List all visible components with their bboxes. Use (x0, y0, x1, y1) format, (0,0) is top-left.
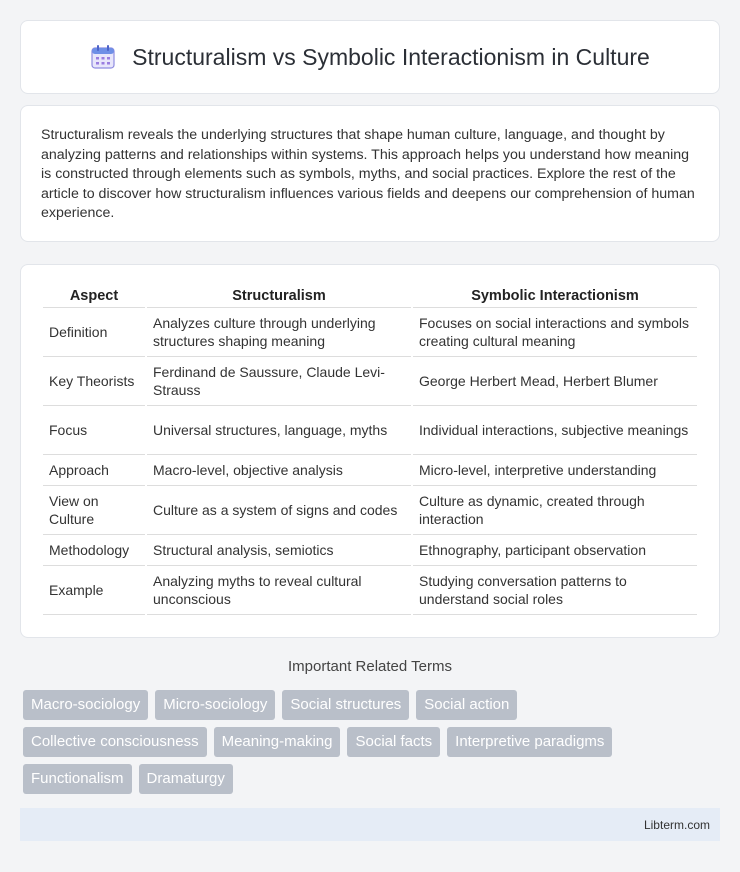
intro-card (20, 105, 720, 242)
cell-structuralism: Analyzing myths to reveal cultural unconscious (147, 566, 411, 615)
cell-structuralism: Universal structures, language, myths (147, 406, 411, 455)
related-terms-title: Important Related Terms (288, 658, 452, 675)
cell-aspect: Key Theorists (43, 357, 145, 406)
cell-aspect: Approach (43, 455, 145, 486)
comparison-table-card (20, 264, 720, 638)
title-card (20, 20, 720, 94)
footer-site-link[interactable]: Libterm.com (643, 817, 710, 832)
footer (20, 808, 720, 841)
table-row (43, 455, 697, 486)
intro-paragraph: Structuralism reveals the underlying structures that shape human culture, language, and thought by analyzing patterns and relationships within systems. This approach helps you understand how meaning is constructed through elements such as symbols, myths, and social practices. Explore the rest of the article to discover how structuralism influences various fields and deepens our comprehension of human experience. (41, 127, 695, 221)
comparison-table (41, 287, 699, 615)
table-header-row (43, 287, 697, 308)
header-aspect: Aspect (43, 287, 145, 308)
tag-macro-sociology[interactable]: Macro-sociology (23, 690, 148, 720)
cell-symbolic: George Herbert Mead, Herbert Blumer (413, 357, 697, 406)
table-row (43, 566, 697, 615)
calendar-icon (90, 44, 116, 70)
cell-aspect: Example (43, 566, 145, 615)
cell-structuralism: Analyzes culture through underlying structures shaping meaning (147, 308, 411, 357)
cell-structuralism: Ferdinand de Saussure, Claude Levi-Strauss (147, 357, 411, 406)
cell-aspect: Methodology (43, 535, 145, 566)
tag-social-structures[interactable]: Social structures (282, 690, 409, 720)
tag-social-action[interactable]: Social action (416, 690, 517, 720)
table-row (43, 406, 697, 455)
tag-collective-consciousness[interactable]: Collective consciousness (23, 727, 207, 757)
cell-structuralism: Structural analysis, semiotics (147, 535, 411, 566)
header-structuralism: Structuralism (147, 287, 411, 308)
table-row (43, 486, 697, 535)
cell-aspect: Focus (43, 406, 145, 455)
cell-aspect: View on Culture (43, 486, 145, 535)
cell-aspect: Definition (43, 308, 145, 357)
tag-micro-sociology[interactable]: Micro-sociology (155, 690, 275, 720)
tag-functionalism[interactable]: Functionalism (23, 764, 132, 794)
tag-meaning-making[interactable]: Meaning-making (214, 727, 341, 757)
tag-dramaturgy[interactable]: Dramaturgy (139, 764, 233, 794)
cell-symbolic: Ethnography, participant observation (413, 535, 697, 566)
tag-social-facts[interactable]: Social facts (347, 727, 440, 757)
cell-symbolic: Culture as dynamic, created through interaction (413, 486, 697, 535)
cell-structuralism: Macro-level, objective analysis (147, 455, 411, 486)
table-row (43, 535, 697, 566)
table-row (43, 308, 697, 357)
table-row (43, 357, 697, 406)
header-symbolic-interactionism: Symbolic Interactionism (413, 287, 697, 308)
tag-interpretive-paradigms[interactable]: Interpretive paradigms (447, 727, 612, 757)
page-title: Structuralism vs Symbolic Interactionism in Culture (132, 43, 650, 70)
cell-symbolic: Individual interactions, subjective meanings (413, 406, 697, 455)
related-terms-list (23, 690, 723, 801)
cell-symbolic: Studying conversation patterns to understand social roles (413, 566, 697, 615)
tag-row (23, 764, 723, 794)
cell-structuralism: Culture as a system of signs and codes (147, 486, 411, 535)
cell-symbolic: Micro-level, interpretive understanding (413, 455, 697, 486)
tag-row (23, 690, 723, 720)
tag-row (23, 727, 723, 757)
cell-symbolic: Focuses on social interactions and symbols creating cultural meaning (413, 308, 697, 357)
